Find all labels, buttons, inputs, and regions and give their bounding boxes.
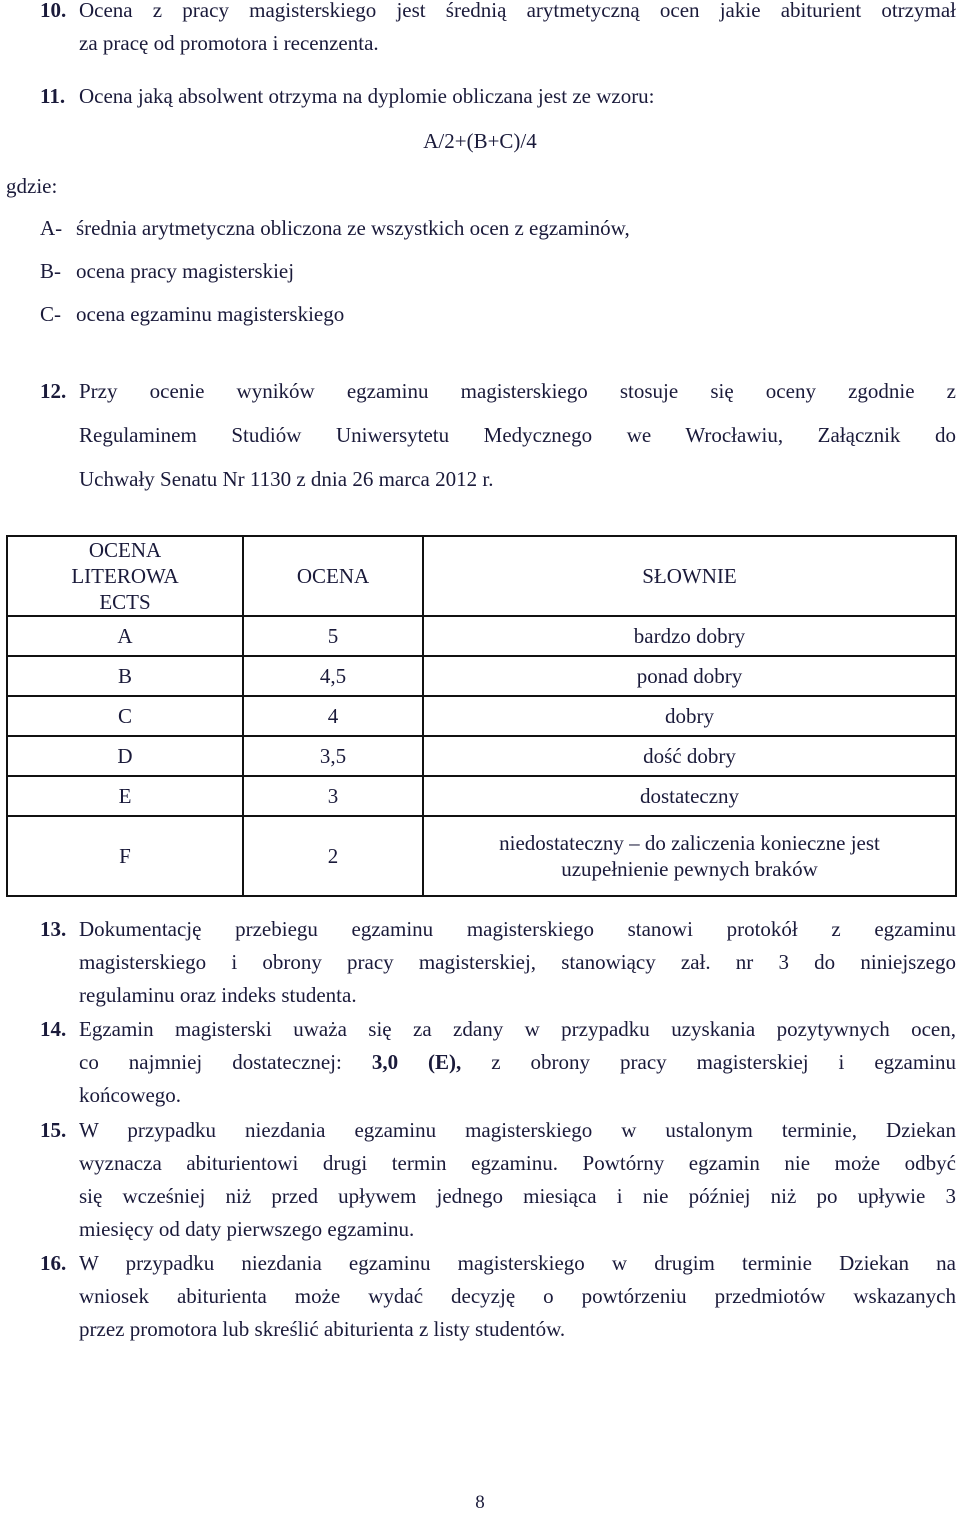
text-line: Przy ocenie wyników egzaminu magisterskiego stosuje się oceny zgodnie z bbox=[79, 379, 956, 403]
header-words: SŁOWNIE bbox=[423, 536, 956, 616]
item-15 bbox=[40, 1114, 956, 1246]
table-row bbox=[7, 736, 956, 776]
text-line: przez promotora lub skreślić abiturienta z listy studentów. bbox=[79, 1317, 566, 1341]
item-11 bbox=[40, 80, 956, 113]
cell-letter: B bbox=[7, 656, 243, 696]
cell-grade: 2 bbox=[243, 816, 423, 896]
item-number: 15. bbox=[40, 1118, 67, 1142]
header-letter-grade: OCENA LITEROWA ECTS bbox=[7, 536, 243, 616]
definition-letter: A- bbox=[40, 216, 63, 240]
cell-words: bardzo dobry bbox=[423, 616, 956, 656]
text-line: końcowego. bbox=[79, 1083, 182, 1107]
item-number: 11. bbox=[40, 84, 66, 108]
grade-emphasis: 3,0 (E), bbox=[371, 1050, 462, 1074]
item-14 bbox=[40, 1013, 956, 1112]
text-line: Uchwały Senatu Nr 1130 z dnia 26 marca 2012 r. bbox=[79, 467, 494, 491]
item-16 bbox=[40, 1247, 956, 1346]
cell-grade: 4,5 bbox=[243, 656, 423, 696]
text-line: Egzamin magisterski uważa się za zdany w przypadku uzyskania pozytywnych ocen, bbox=[79, 1017, 956, 1041]
page-number: 8 bbox=[475, 1492, 485, 1513]
item-number: 14. bbox=[40, 1017, 67, 1041]
text-line: Ocena jaką absolwent otrzyma na dyplomie obliczana jest ze wzoru: bbox=[79, 84, 655, 108]
text-line: W przypadku niezdania egzaminu magisterskiego w drugim terminie Dziekan na bbox=[79, 1251, 956, 1275]
table-row bbox=[7, 656, 956, 696]
cell-words: ponad dobry bbox=[423, 656, 956, 696]
text-line: Regulaminem Studiów Uniwersytetu Medycznego we Wrocławiu, Załącznik do bbox=[79, 423, 956, 447]
grades-table bbox=[6, 535, 957, 897]
text-line: Dokumentację przebiegu egzaminu magisterskiego stanowi protokół z egzaminu bbox=[79, 917, 956, 941]
text-line: za pracę od promotora i recenzenta. bbox=[79, 31, 379, 55]
text-line: wniosek abiturienta może wydać decyzję o powtórzeniu przedmiotów wskazanych bbox=[79, 1284, 956, 1308]
text-line: miesięcy od daty pierwszego egzaminu. bbox=[79, 1217, 415, 1241]
cell-words: niedostateczny – do zaliczenia konieczne jest uzupełnienie pewnych braków bbox=[423, 816, 956, 896]
table-row bbox=[7, 616, 956, 656]
definition-text: ocena egzaminu magisterskiego bbox=[76, 302, 345, 326]
cell-letter: A bbox=[7, 616, 243, 656]
cell-words: dostateczny bbox=[423, 776, 956, 816]
text-line: Ocena z pracy magisterskiego jest średnią arytmetyczną ocen jakie abiturient otrzymał bbox=[79, 0, 956, 22]
cell-letter: D bbox=[7, 736, 243, 776]
cell-words: dobry bbox=[423, 696, 956, 736]
grade-formula: A/2+(B+C)/4 bbox=[423, 129, 537, 153]
item-number: 10. bbox=[40, 0, 67, 22]
table-row bbox=[7, 816, 956, 896]
item-12 bbox=[40, 369, 956, 501]
definition-a bbox=[40, 212, 630, 245]
text-line: się wcześniej niż przed upływem jednego miesiąca i nie później niż po upływie 3 bbox=[79, 1184, 956, 1208]
text-line: regulaminu oraz indeks studenta. bbox=[79, 983, 357, 1007]
item-number: 12. bbox=[40, 379, 67, 403]
text-line bbox=[79, 1046, 956, 1079]
item-10 bbox=[40, 0, 956, 60]
where-label: gdzie: bbox=[6, 174, 58, 198]
definition-text: średnia arytmetyczna obliczona ze wszystkich ocen z egzaminów, bbox=[76, 216, 630, 240]
cell-grade: 3,5 bbox=[243, 736, 423, 776]
definition-letter: C- bbox=[40, 302, 61, 326]
cell-grade: 5 bbox=[243, 616, 423, 656]
table-row bbox=[7, 696, 956, 736]
header-grade: OCENA bbox=[243, 536, 423, 616]
text-line: magisterskiego i obrony pracy magisterskiej, stanowiący zał. nr 3 do niniejszego bbox=[79, 950, 956, 974]
text-segment: z obrony pracy magisterskiej i egzaminu bbox=[461, 1050, 956, 1074]
item-number: 16. bbox=[40, 1251, 67, 1275]
definition-text: ocena pracy magisterskiej bbox=[76, 259, 295, 283]
table-header-row bbox=[7, 536, 956, 616]
cell-words: dość dobry bbox=[423, 736, 956, 776]
definition-letter: B- bbox=[40, 259, 61, 283]
definition-c bbox=[40, 298, 344, 331]
cell-letter: E bbox=[7, 776, 243, 816]
cell-letter: C bbox=[7, 696, 243, 736]
cell-grade: 3 bbox=[243, 776, 423, 816]
text-segment: co najmniej dostatecznej: bbox=[79, 1050, 372, 1074]
item-13 bbox=[40, 913, 956, 1012]
table-row bbox=[7, 776, 956, 816]
definition-b bbox=[40, 255, 294, 288]
text-line: W przypadku niezdania egzaminu magisterskiego w ustalonym terminie, Dziekan bbox=[79, 1118, 956, 1142]
cell-letter: F bbox=[7, 816, 243, 896]
cell-grade: 4 bbox=[243, 696, 423, 736]
text-line: wyznacza abiturientowi drugi termin egzaminu. Powtórny egzamin nie może odbyć bbox=[79, 1151, 956, 1175]
item-number: 13. bbox=[40, 917, 67, 941]
